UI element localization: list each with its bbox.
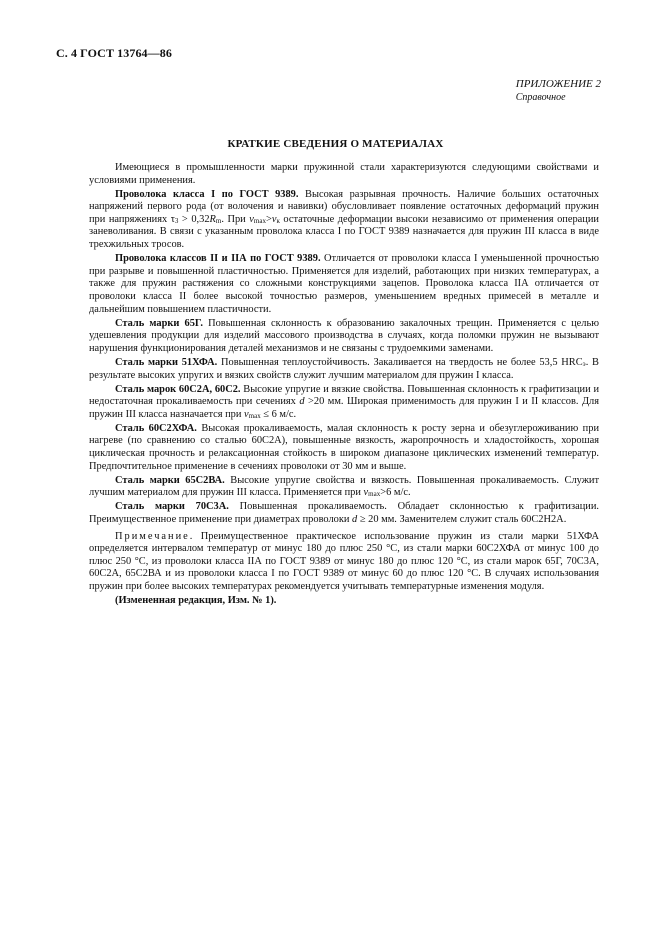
page-header: С. 4 ГОСТ 13764—86 [56,46,172,60]
appendix-type: Справочное [515,92,566,103]
paragraph-wire-class-1: Проволока класса I по ГОСТ 9389. Высокая разрывная прочность. Наличие больших остаточных напряжений первого рода (от волочения и навивки) обусловливает появление остаточных деформаций пружин при напряжениях $\tau_3 > 0,32R_m$. При $v_{max}>v_к$ остаточные деформации высоки независимо от применения операции заневоливания. В связи с указанным проволока класса I по ГОСТ 9389 назначается для пружин III класса в виде трехжильных тросов. [89,188,599,251]
appendix-label [516,78,601,104]
paragraph-edition-note: (Измененная редакция, Изм. № 1). [115,595,277,607]
paragraph-steel-60s2hfa: Сталь 60С2ХФА. Высокая прокаливаемость, малая склонность к росту зерна и обезуглероживанию при нагреве (по сравнению со сталью 60С2А), повышенные вязкость, жаропрочность и хладостойкость, хорошая циклическая прочность и релаксационная стойкость в широком диапазоне циклических изменений температур. Предпочтительное применение в сечениях проволоки от 30 мм и выше. [89,422,600,472]
paragraph-steel-65g: Сталь марки 65Г. Повышенная склонность к образованию закалочных трещин. Применяется с целью удешевления продукции для изделий массового производства в случаях, когда поломки пружин не вызывают нарушения функционирования деталей механизмов и не связаны с трудоемкими заменами. [89,317,599,354]
paragraph-heading: Сталь марки 65С2ВА. [115,474,225,486]
document-body [89,162,599,609]
paragraph-note: Примечание. Преимущественное практическое использование пружин из стали марки 51ХФА определяется интервалом температур от минус 180 до плюс 250 °С, из стали марки 60С2ХФА от минус 100 до плюс 250 °С, из проволоки класса IIА по ГОСТ 9389 от минус 180 до плюс 120 °С, из стали марок 65Г, 70С3А, 60С2А, 65С2ВА и из проволоки класса I по ГОСТ 9389 от минус 60 до плюс 120 °С. В случаях использования пружин при более высоких температурах рекомендуется учитывать температурные изменения модуля. [89,530,599,592]
paragraph-wire-class-2: Проволока классов II и IIА по ГОСТ 9389. Отличается от проволоки класса I уменьшенной прочностью при разрыве и повышенной пластичностью. Применяется для изделий, работающих при низких температурах, а также для пружин растяжения со сложными конструкциями зацепов. Проволока класса IIА отличается от проволоки класса II более высокой точностью размеров, уменьшением вредных примесей в металле и дальнейшим повышением пластичности. [89,253,599,315]
appendix-number: ПРИЛОЖЕНИЕ 2 [515,78,601,90]
paragraph-steel-65s2va: Сталь марки 65С2ВА. Высокие упругие свойства и вязкость. Повышенная прокаливаемость. Служит лучшим материалом для пружин III класса. Применяется при $v_{max}>6$ м/с. [89,474,599,499]
paragraph-heading: Сталь 60С2ХФА. [115,422,197,434]
paragraph-heading: Сталь марки 65Г. [115,317,203,329]
paragraph-heading: Проволока классов II и IIА по ГОСТ 9389. [115,253,321,265]
paragraph-heading: Проволока класса I по ГОСТ 9389. [115,188,299,200]
section-title: КРАТКИЕ СВЕДЕНИЯ О МАТЕРИАЛАХ [227,138,444,150]
paragraph-heading: Сталь марки 70С3А. [115,501,229,513]
note-heading: Примечание [115,530,190,542]
paragraph-heading: Сталь марок 60С2А, 60С2. [115,383,241,395]
paragraph-steel-60s2a: Сталь марок 60С2А, 60С2. Высокие упругие и вязкие свойства. Повышенная склонность к графитизации и недостаточная прокаливаемость при сечениях d >20 мм. Широкая применимость для пружин I и II классов. Для пружин III класса назначается при $v_{max} \le 6$ м/с. [89,383,599,420]
paragraph-intro: Имеющиеся в промышленности марки пружинной стали характеризуются следующими свойствами и условиями применения. [89,162,599,186]
paragraph-steel-51hfa: Сталь марки 51ХФА. Повышенная теплоустойчивость. Закаливается на твердость не более 53,5 $HRC_э$. В результате высоких упругих и вязких свойств служит лучшим материалом для пружин I класса. [89,356,599,381]
paragraph-heading: Сталь марки 51ХФА. [115,356,218,368]
paragraph-steel-70s3a: Сталь марки 70С3А. Повышенная прокаливаемость. Обладает склонностью к графитизации. Преимущественное применение при диаметрах проволоки d ≥ 20 мм. Заменителем служит сталь 60С2Н2А. [89,501,599,526]
